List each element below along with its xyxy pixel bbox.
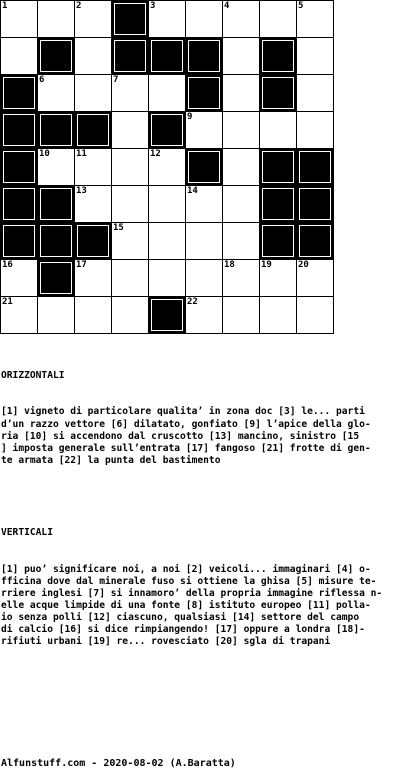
down-clue-line: rifiuti urbani [19] re... rovesciato [20] sgla di trapani xyxy=(1,636,331,648)
black-cell xyxy=(38,260,75,297)
black-cell xyxy=(260,38,297,75)
grid-cell[interactable] xyxy=(223,112,260,149)
cell-number: 13 xyxy=(76,186,87,196)
down-heading: VERTICALI xyxy=(1,527,53,539)
cell-number: 17 xyxy=(76,260,87,270)
cell-number: 6 xyxy=(39,75,45,85)
black-cell xyxy=(186,75,223,112)
grid-cell[interactable] xyxy=(75,38,112,75)
cell-number: 9 xyxy=(187,112,193,122)
down-clue-line: elle acque limpide di una fonte [8] istituto europeo [11] polla- xyxy=(1,599,371,611)
cell-number: 19 xyxy=(261,260,272,270)
grid-cell[interactable] xyxy=(297,38,334,75)
black-cell xyxy=(297,186,334,223)
grid-cell[interactable] xyxy=(223,260,260,297)
cell-number: 2 xyxy=(76,1,82,11)
down-clue-line: io senza polli [12] ciascuno, qualsiasi [14] settore del campo xyxy=(1,611,360,623)
grid-cell[interactable] xyxy=(186,297,223,334)
grid-cell[interactable] xyxy=(297,75,334,112)
across-clue-line: [1] vigneto di particolare qualita’ in zona doc [3] le... parti xyxy=(1,406,365,418)
cell-number: 22 xyxy=(187,297,198,307)
grid-cell[interactable] xyxy=(297,260,334,297)
black-cell xyxy=(297,223,334,260)
crossword-grid xyxy=(0,0,334,334)
grid-cell[interactable] xyxy=(186,223,223,260)
grid-cell[interactable] xyxy=(186,1,223,38)
down-clue-line: di calcio [16] si dice rimpiangendo! [17] oppure a londra [18]- xyxy=(1,624,365,636)
grid-cell[interactable] xyxy=(186,112,223,149)
grid-cell[interactable] xyxy=(38,1,75,38)
black-cell xyxy=(297,149,334,186)
grid-cell[interactable] xyxy=(112,112,149,149)
black-cell xyxy=(1,75,38,112)
grid-cell[interactable] xyxy=(149,1,186,38)
grid-cell[interactable] xyxy=(75,1,112,38)
black-cell xyxy=(75,112,112,149)
grid-cell[interactable] xyxy=(75,297,112,334)
cell-number: 11 xyxy=(76,149,87,159)
grid-cell[interactable] xyxy=(112,75,149,112)
grid-cell[interactable] xyxy=(149,260,186,297)
grid-cell[interactable] xyxy=(297,1,334,38)
black-cell xyxy=(260,223,297,260)
grid-cell[interactable] xyxy=(1,297,38,334)
grid-cell[interactable] xyxy=(1,38,38,75)
cell-number: 16 xyxy=(2,260,13,270)
grid-cell[interactable] xyxy=(223,186,260,223)
cell-number: 3 xyxy=(150,1,156,11)
grid-cell[interactable] xyxy=(112,223,149,260)
grid-cell[interactable] xyxy=(75,186,112,223)
grid-cell[interactable] xyxy=(112,297,149,334)
black-cell xyxy=(38,112,75,149)
grid-cell[interactable] xyxy=(112,260,149,297)
grid-cell[interactable] xyxy=(38,75,75,112)
black-cell xyxy=(260,186,297,223)
black-cell xyxy=(186,149,223,186)
black-cell xyxy=(1,149,38,186)
cell-number: 5 xyxy=(298,1,304,11)
cell-number: 14 xyxy=(187,186,198,196)
across-heading: ORIZZONTALI xyxy=(1,370,65,382)
grid-cell[interactable] xyxy=(223,223,260,260)
down-clue-line: [1] puo’ significare noi, a noi [2] veicoli... immaginari [4] o- xyxy=(1,563,371,575)
black-cell xyxy=(149,112,186,149)
black-cell xyxy=(112,38,149,75)
down-clue-line: fficina dove dal minerale fuso si ottiene la ghisa [5] misure te- xyxy=(1,575,377,587)
cell-number: 10 xyxy=(39,149,50,159)
black-cell xyxy=(1,112,38,149)
cell-number: 20 xyxy=(298,260,309,270)
grid-cell[interactable] xyxy=(223,38,260,75)
black-cell xyxy=(149,38,186,75)
grid-cell[interactable] xyxy=(260,297,297,334)
grid-cell[interactable] xyxy=(38,149,75,186)
grid-cell[interactable] xyxy=(1,1,38,38)
black-cell xyxy=(186,38,223,75)
grid-cell[interactable] xyxy=(223,75,260,112)
grid-cell[interactable] xyxy=(75,149,112,186)
grid-cell[interactable] xyxy=(297,112,334,149)
cell-number: 4 xyxy=(224,1,230,11)
grid-cell[interactable] xyxy=(38,297,75,334)
cell-number: 15 xyxy=(113,223,124,233)
grid-cell[interactable] xyxy=(149,149,186,186)
grid-cell[interactable] xyxy=(149,186,186,223)
footer-credit: Alfunstuff.com - 2020-08-02 (A.Baratta) xyxy=(1,758,236,769)
grid-cell[interactable] xyxy=(260,112,297,149)
black-cell xyxy=(260,149,297,186)
across-clue-line: ] imposta generale sull’entrata [17] fangoso [21] frotte di gen- xyxy=(1,442,371,454)
grid-cell[interactable] xyxy=(149,75,186,112)
grid-cell[interactable] xyxy=(297,297,334,334)
black-cell xyxy=(38,38,75,75)
down-clues xyxy=(1,564,397,649)
grid-cell[interactable] xyxy=(112,149,149,186)
grid-cell[interactable] xyxy=(223,297,260,334)
grid-cell[interactable] xyxy=(186,260,223,297)
across-clue-line: ria [10] si accendono dal cruscotto [13] mancino, sinistro [15 xyxy=(1,430,360,442)
grid-cell[interactable] xyxy=(1,260,38,297)
grid-cell[interactable] xyxy=(149,223,186,260)
across-clue-line: d’un razzo vettore [6] dilatato, gonfiato [9] l’apice della glo- xyxy=(1,418,371,430)
grid-cell[interactable] xyxy=(260,1,297,38)
grid-cell[interactable] xyxy=(186,186,223,223)
clues-section xyxy=(1,346,397,660)
black-cell xyxy=(38,186,75,223)
cell-number: 18 xyxy=(224,260,235,270)
black-cell xyxy=(112,1,149,38)
black-cell xyxy=(1,186,38,223)
black-cell xyxy=(1,223,38,260)
grid-cell[interactable] xyxy=(75,75,112,112)
across-clue-line: te armata [22] la punta del bastimento xyxy=(1,454,221,466)
grid-cell[interactable] xyxy=(223,1,260,38)
grid-cell[interactable] xyxy=(75,260,112,297)
grid-cell[interactable] xyxy=(112,186,149,223)
black-cell xyxy=(75,223,112,260)
black-cell xyxy=(149,297,186,334)
down-clue-line: rriere inglesi [7] si innamoro’ della propria immagine riflessa n- xyxy=(1,587,383,599)
cell-number: 1 xyxy=(2,1,8,11)
cell-number: 7 xyxy=(113,75,119,85)
grid-cell[interactable] xyxy=(223,149,260,186)
across-clues xyxy=(1,406,397,466)
cell-number: 21 xyxy=(2,297,13,307)
black-cell xyxy=(260,75,297,112)
black-cell xyxy=(38,223,75,260)
grid-cell[interactable] xyxy=(260,260,297,297)
cell-number: 12 xyxy=(150,149,161,159)
